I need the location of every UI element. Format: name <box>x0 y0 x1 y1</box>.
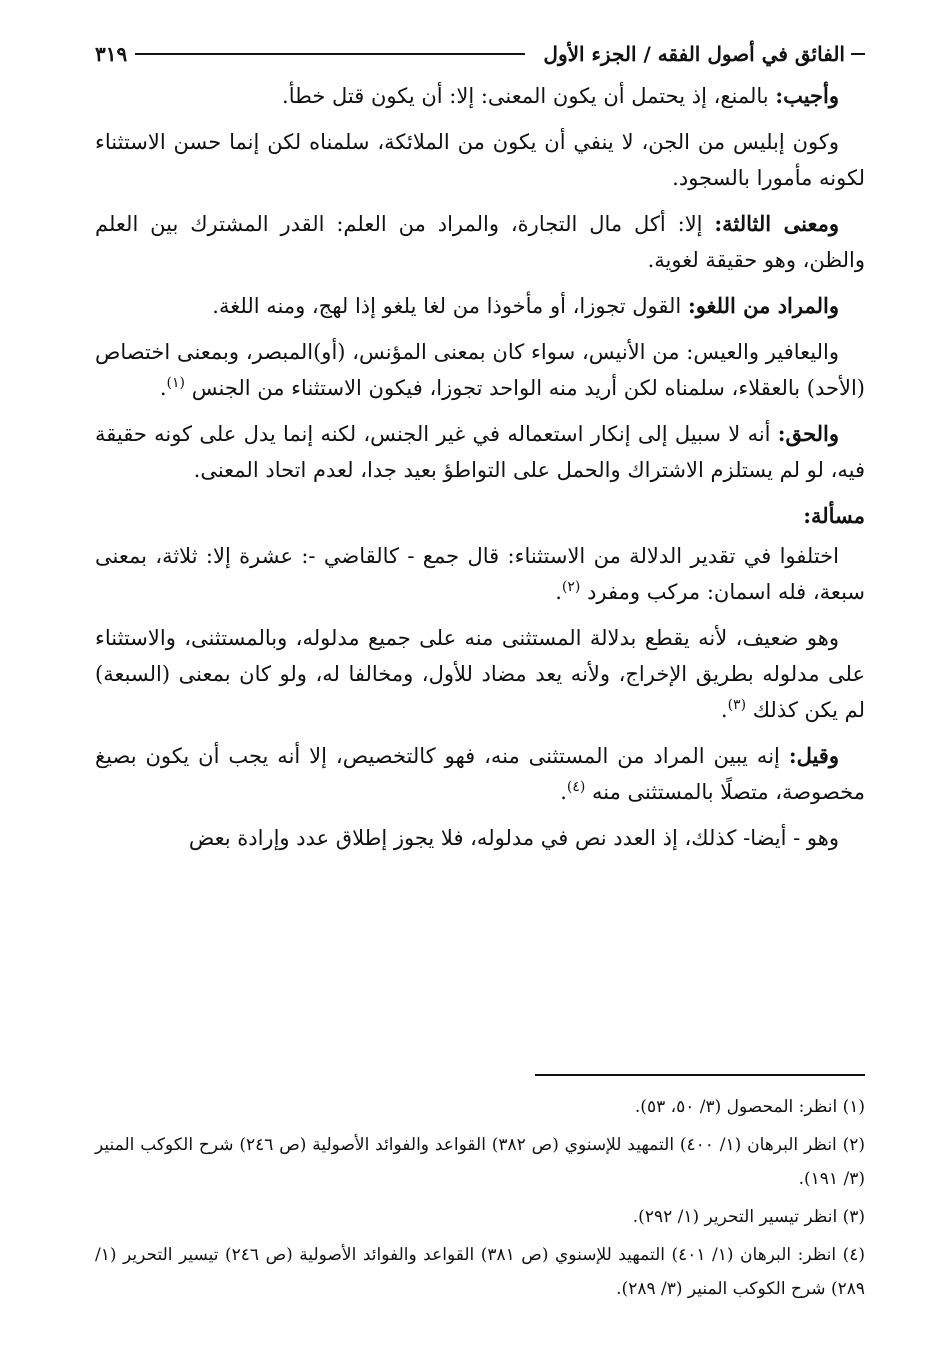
paragraph <box>95 620 865 728</box>
paragraph-lead: والحق: <box>777 421 839 446</box>
paragraph-lead: والمراد من اللغو: <box>687 293 839 318</box>
footnote-reference[interactable]: (١) <box>166 375 186 391</box>
paragraph-lead: ومعنى الثالثة: <box>714 211 840 236</box>
paragraph <box>95 124 865 196</box>
paragraph <box>95 538 865 610</box>
paragraph-text: واليعافير والعيس: من الأنيس، سواء كان بمعنى المؤنس، (أو)المبصر، وبمعنى اختصاص (الأحد) بالعقلاء، سلمناه لكن أريد منه الواحد تجوزا، فيكون الاستثناء من الجنس <box>95 340 865 400</box>
footnote: (٣) انظر تيسير التحرير (١/ ٢٩٢). <box>632 1207 865 1227</box>
footnote-reference[interactable]: (٢) <box>561 579 581 595</box>
paragraph-text: بالمنع، إذ يحتمل أن يكون المعنى: إلا: أن يكون قتل خطأ. <box>282 84 776 108</box>
paragraph-text: وهو ضعيف، لأنه يقطع بدلالة المستثنى منه على جميع مدلوله، وبالمستثنى، والاستثناء على مدلوله بطريق الإخراج، ولأنه يعد مضاد للأول، ومخالفا له، ولو كان بمعنى (السبعة) لم يكن كذلك <box>95 626 865 722</box>
paragraph <box>95 820 865 856</box>
book-page <box>95 30 865 1350</box>
footnote-reference[interactable]: (٤) <box>566 779 586 795</box>
paragraph <box>95 288 865 324</box>
paragraph <box>95 416 865 488</box>
footnote-separator <box>535 1074 865 1076</box>
footnote: (١) انظر: المحصول (٣/ ٥٠، ٥٣). <box>634 1097 865 1117</box>
paragraph <box>95 738 865 810</box>
main-text <box>95 78 865 856</box>
paragraph-text: وهو - أيضا- كذلك، إذ العدد نص في مدلوله، فلا يجوز إطلاق عدد وإرادة بعض <box>188 826 839 850</box>
paragraph-text: اختلفوا في تقدير الدلالة من الاستثناء: قال جمع - كالقاضي -: عشرة إلا: ثلاثة، بمعنى سبعة، فله اسمان: مركب ومفرد <box>95 544 865 604</box>
footnote-reference[interactable]: (٣) <box>727 697 747 713</box>
paragraph-end-punct: . <box>159 376 167 400</box>
paragraph <box>95 334 865 406</box>
header-leading-dash <box>851 53 865 55</box>
paragraph <box>95 78 865 114</box>
paragraph-text: إنه يبين المراد من المستثنى منه، فهو كالتخصيص، إلا أنه يجب أن يكون بصيغ مخصوصة، متصلًا بالمستثنى منه <box>95 744 865 804</box>
section-heading: مسألة: <box>803 503 865 528</box>
header-rule <box>135 53 525 55</box>
paragraph-end-punct: . <box>555 580 562 604</box>
page-number: ٣١٩ <box>95 42 128 66</box>
paragraph-lead: وأجيب: <box>775 83 839 108</box>
paragraph-text: إلا: أكل مال التجارة، والمراد من العلم: القدر المشترك بين العلم والظن، وهو حقيقة لغوية. <box>95 212 865 272</box>
footnote: (٢) انظر البرهان (١/ ٤٠٠) التمهيد للإسنوي (ص ٣٨٢) القواعد والفوائد الأصولية (ص ٢٤٦) شرح الكوكب المنير (٣/ ١٩١). <box>95 1135 866 1189</box>
paragraph-end-punct: . <box>720 698 728 722</box>
paragraph <box>95 206 865 278</box>
running-header <box>95 30 865 78</box>
paragraph-text: وكون إبليس من الجن، لا ينفي أن يكون من الملائكة، سلمناه لكن إنما حسن الاستثناء لكونه مأمورا بالسجود. <box>95 130 865 190</box>
paragraph-text: القول تجوزا، أو مأخوذا من لغا يلغو إذا لهج، ومنه اللغة. <box>212 294 688 318</box>
paragraph-end-punct: . <box>560 780 567 804</box>
footnotes <box>95 1090 865 1310</box>
book-title: الفائق في أصول الفقه / الجزء الأول <box>543 42 845 66</box>
paragraph-text: أنه لا سبيل إلى إنكار استعماله في غير الجنس، لكنه إنما يدل على كونه حقيقة فيه، لو لم يستلزم الاشتراك والحمل على التواطؤ بعيد جدا، لعدم اتحاد المعنى. <box>95 422 865 482</box>
paragraph-lead: وقيل: <box>788 743 839 768</box>
footnote: (٤) انظر: البرهان (١/ ٤٠١) التمهيد للإسنوي (ص ٣٨١) القواعد والفوائد الأصولية (ص ٢٤٦) تيسير التحرير (١/ ٢٨٩) شرح الكوكب المنير (٣/ ٢٨٩). <box>95 1245 866 1299</box>
